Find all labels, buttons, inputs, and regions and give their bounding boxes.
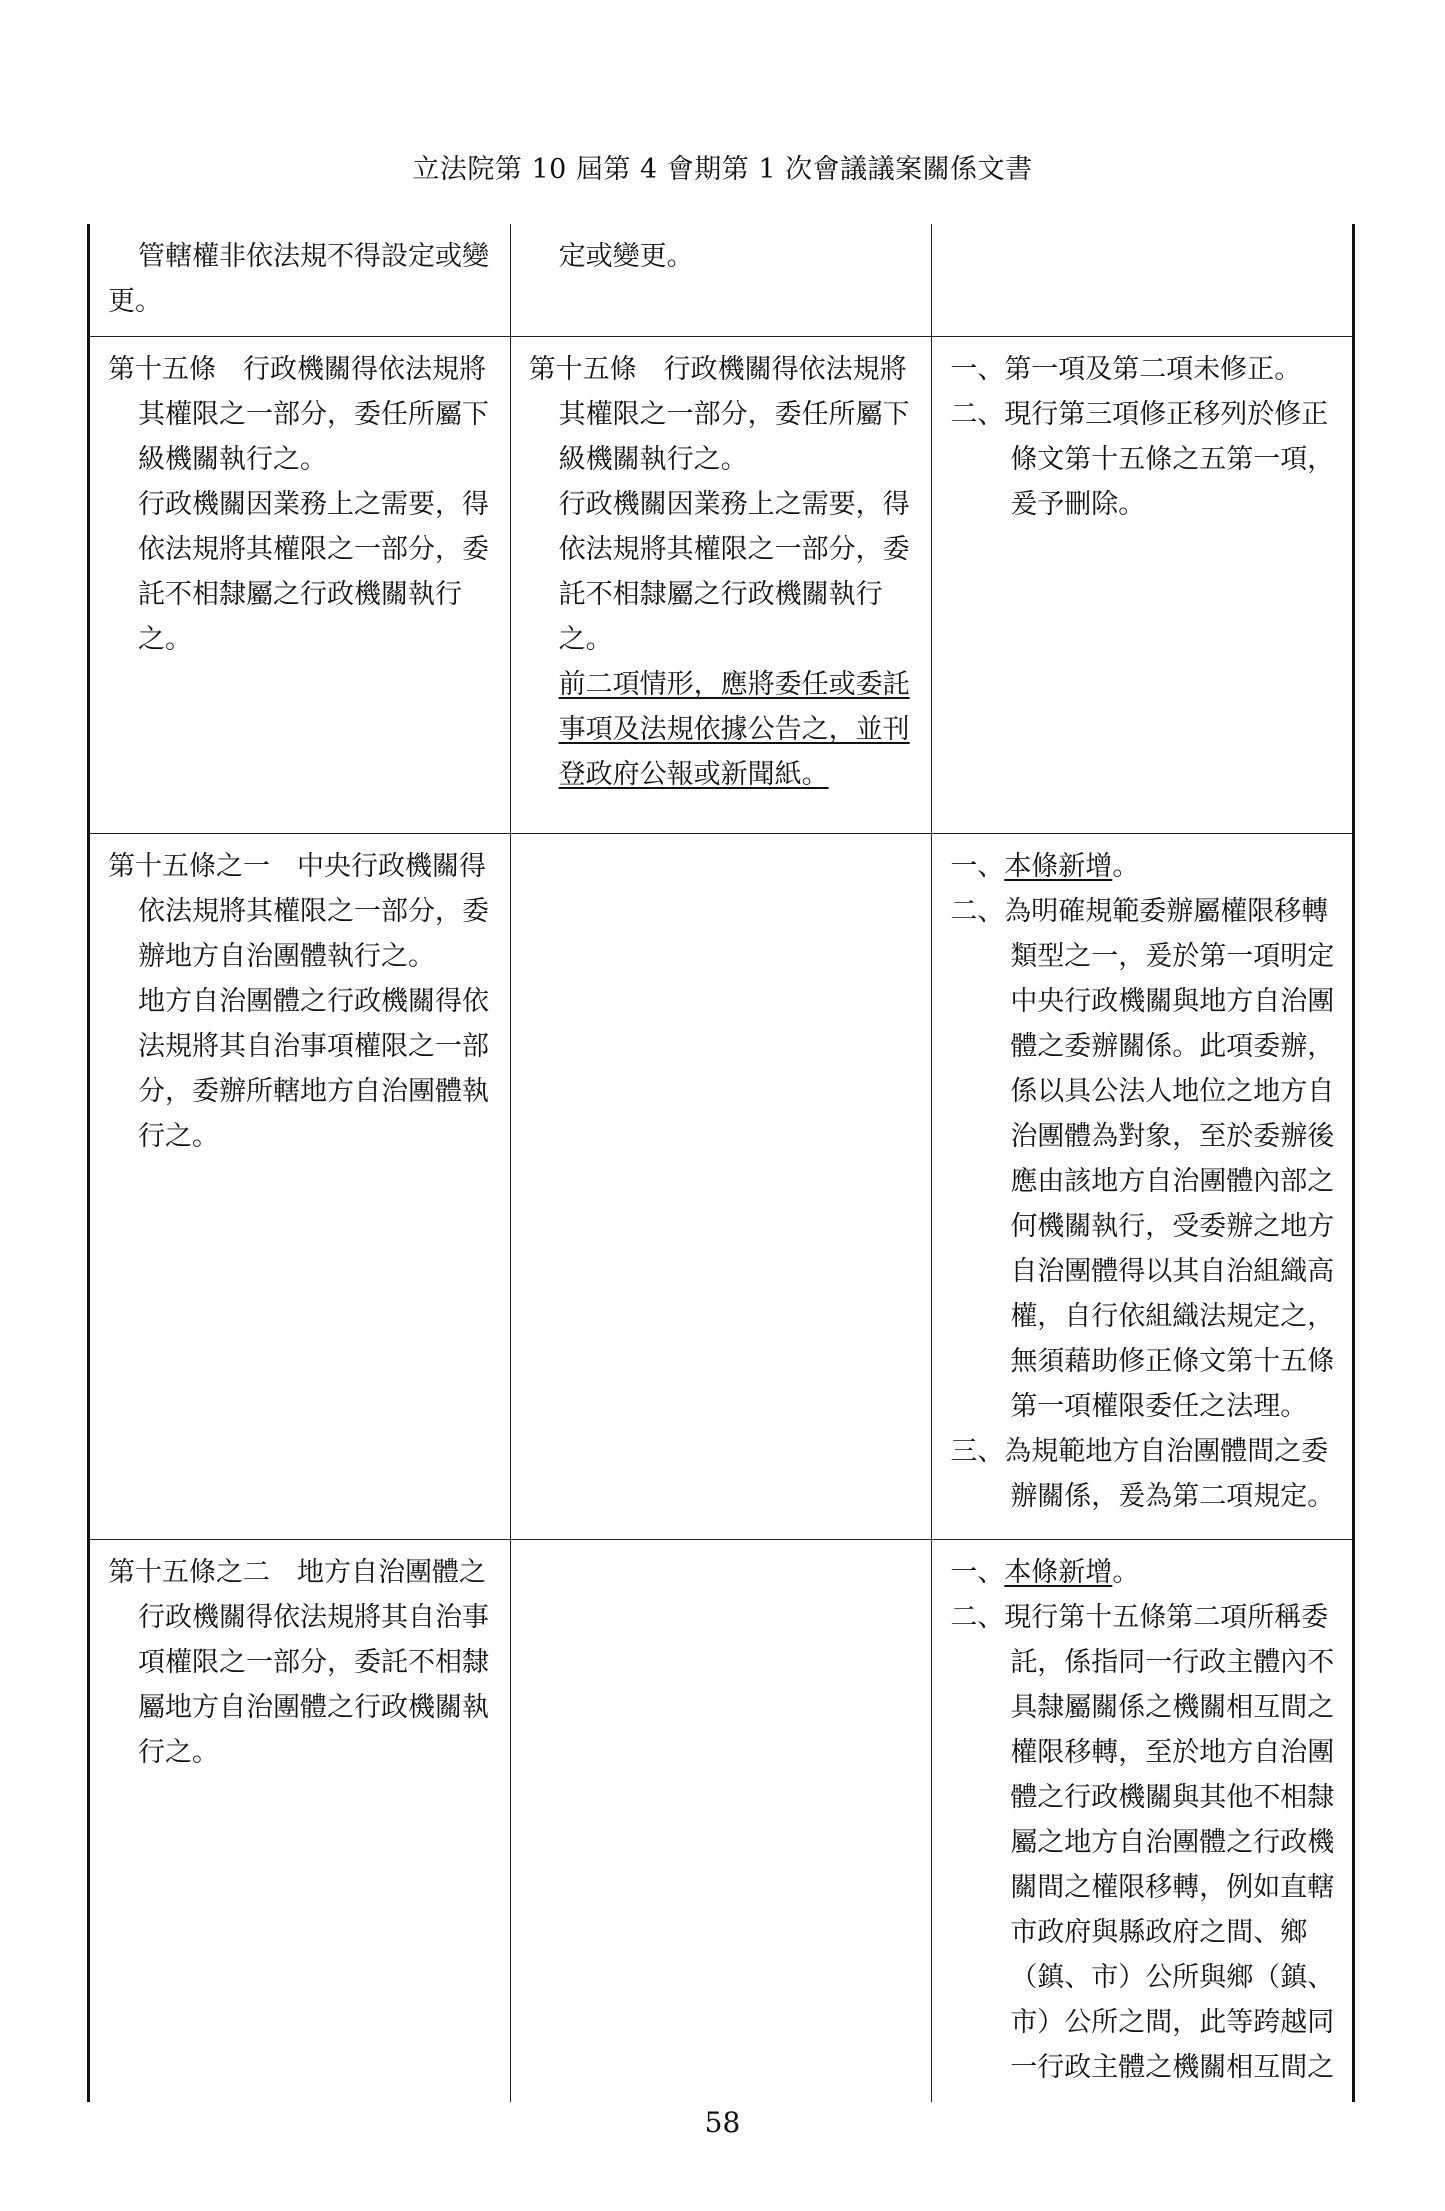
amended-text-cell	[89, 337, 511, 834]
current-text-cell	[510, 834, 932, 1540]
explanation-item: 二、現行第十五條第二項所稱委託，係指同一行政主體內不具隸屬關係之機關相互間之權限移轉，至於地方自治團體之行政機關與其他不相隸屬之地方自治團體之行政機關間之權限移轉，例如直轄市政府與縣政府之間、鄉（鎮、市）公所與鄉（鎮、市）公所之間，此等跨越同一行政主體之機關相互間之	[950, 1602, 1335, 2083]
item-prefix: 一、	[950, 1557, 1005, 1588]
explanation-cell	[932, 1540, 1354, 2103]
explanation-cell	[932, 224, 1354, 337]
current-text-cell	[510, 1540, 932, 2103]
explanation-cell	[932, 337, 1354, 834]
amended-text-cell	[89, 834, 511, 1540]
amended-text-cell	[89, 224, 511, 337]
article-paragraph: 行政機關因業務上之需要，得依法規將其權限之一部分，委託不相隸屬之行政機關執行之。	[138, 489, 489, 655]
article-paragraph: 定或變更。	[558, 241, 694, 272]
deleted-paragraph	[529, 662, 916, 797]
explanation-item: 二、為明確規範委辦屬權限移轉類型之一，爰於第一項明定中央行政機關與地方自治團體之委辦關係。此項委辦，係以具公法人地位之地方自治團體為對象，至於委辦後應由該地方自治團體內部之何機關執行，受委辦之地方自治團體得以其自治組織高權，自行依組織法規定之，無須藉助修正條文第十五條第一項權限委任之法理。	[950, 896, 1335, 1422]
explanation-item: 一、第一項及第二項未修正。	[950, 354, 1302, 385]
article-paragraph: 地方自治團體之行政機關得依法規將其自治事項權限之一部分，委辦所轄地方自治團體執行之。	[138, 986, 489, 1152]
amended-text-cell	[89, 1540, 511, 2103]
document-header: 立法院第 10 屆第 4 會期第 1 次會議議案關係文書	[412, 154, 1033, 185]
table-row	[89, 834, 1354, 1540]
item-suffix: 。	[1112, 851, 1140, 882]
article-paragraph: 第十五條 行政機關得依法規將其權限之一部分，委任所屬下級機關執行之。	[528, 354, 910, 475]
table-row	[89, 1540, 1354, 2103]
underlined-text: 本條新增	[1004, 851, 1113, 882]
table-row	[89, 224, 1354, 337]
article-paragraph: 第十五條之一 中央行政機關得依法規將其權限之一部分，委辦地方自治團體執行之。	[108, 851, 489, 972]
table-row	[89, 337, 1354, 834]
underlined-text: 本條新增	[1004, 1557, 1113, 1588]
current-text-cell	[510, 224, 932, 337]
amendment-comparison-table	[87, 224, 1355, 2102]
page-number: 58	[704, 2106, 741, 2139]
article-paragraph: 管轄權非依法規不得設定或變更。	[108, 241, 489, 317]
explanation-item	[950, 1550, 1336, 1595]
article-paragraph: 行政機關因業務上之需要，得依法規將其權限之一部分，委託不相隸屬之行政機關執行之。	[558, 489, 910, 655]
underlined-text: 前二項情形，應將委任或委託事項及法規依據公告之，並刊登政府公報或新聞紙。	[558, 669, 910, 790]
item-suffix: 。	[1112, 1557, 1140, 1588]
current-text-cell	[510, 337, 932, 834]
article-paragraph: 第十五條 行政機關得依法規將其權限之一部分，委任所屬下級機關執行之。	[108, 354, 489, 475]
explanation-item: 三、為規範地方自治團體間之委辦關係，爰為第二項規定。	[950, 1436, 1335, 1512]
item-prefix: 一、	[950, 851, 1005, 882]
explanation-item: 二、現行第三項修正移列於修正條文第十五條之五第一項，爰予刪除。	[950, 399, 1335, 520]
explanation-cell	[932, 834, 1354, 1540]
article-paragraph: 第十五條之二 地方自治團體之行政機關得依法規將其自治事項權限之一部分，委託不相隸屬地方自治團體之行政機關執行之。	[108, 1557, 489, 1768]
explanation-item	[950, 844, 1336, 889]
